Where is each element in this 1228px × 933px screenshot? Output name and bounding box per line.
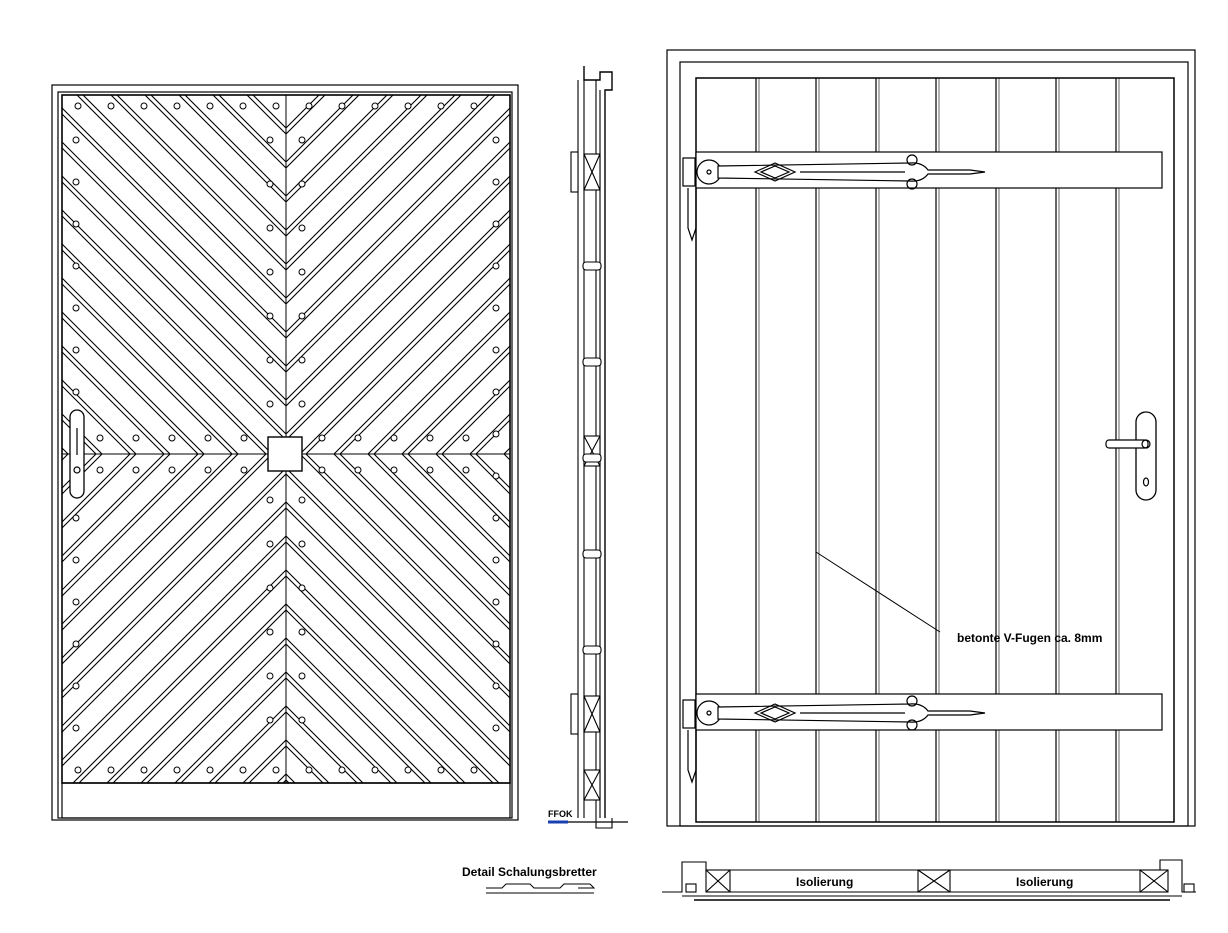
- nail-head: [267, 717, 273, 723]
- chevron-board-line: [0, 0, 28, 914]
- nail-head: [133, 467, 139, 473]
- chevron-board-line: [0, 502, 746, 933]
- chevron-board-line: [340, 0, 800, 914]
- nail-head: [267, 497, 273, 503]
- insulation-label-left: Isolierung: [796, 875, 854, 889]
- nail-head: [493, 221, 499, 227]
- nail-head: [299, 401, 305, 407]
- section-joint: [583, 454, 601, 462]
- nail-head: [73, 557, 79, 563]
- nail-head: [73, 179, 79, 185]
- nail-head: [240, 767, 246, 773]
- chevron-board-line: [0, 542, 746, 933]
- nail-head: [299, 181, 305, 187]
- nail-head: [299, 357, 305, 363]
- chevron-board-line: [334, 0, 794, 914]
- floor-level-label: FFOK: [548, 809, 573, 819]
- nail-head: [273, 103, 279, 109]
- chevron-board-line: [476, 0, 936, 914]
- chevron-board-line: [0, 0, 746, 400]
- chevron-board-line: [408, 0, 868, 914]
- nail-head: [493, 557, 499, 563]
- strap-hinge-top: [683, 152, 1162, 240]
- chevron-board-line: [306, 0, 766, 914]
- nail-head: [133, 435, 139, 441]
- nail-head: [174, 103, 180, 109]
- chevron-board-line: [572, 0, 1032, 914]
- chevron-board-line: [0, 0, 136, 914]
- nail-head: [299, 585, 305, 591]
- nail-head: [240, 103, 246, 109]
- nail-head: [299, 269, 305, 275]
- nail-head: [75, 103, 81, 109]
- chevron-board-line: [300, 0, 760, 914]
- chevron-board-line: [0, 0, 102, 914]
- door-handle-outside: [70, 410, 84, 498]
- nail-head: [493, 515, 499, 521]
- nail-head: [493, 599, 499, 605]
- nail-head: [339, 767, 345, 773]
- nail-head: [73, 725, 79, 731]
- chevron-board-line: [0, 0, 746, 196]
- chevron-board-line: [436, 0, 896, 914]
- chevron-board-line: [0, 0, 746, 134]
- chevron-board-line: [510, 0, 970, 914]
- nail-head: [97, 435, 103, 441]
- nail-head: [405, 767, 411, 773]
- nail-head: [141, 767, 147, 773]
- nail-head: [299, 137, 305, 143]
- chevron-board-line: [0, 0, 272, 914]
- joint-note: betonte V-Fugen ca. 8mm: [957, 631, 1103, 645]
- chevron-board-line: [0, 0, 746, 202]
- nail-head: [267, 401, 273, 407]
- nail-head: [205, 467, 211, 473]
- nail-head: [108, 103, 114, 109]
- nail-head: [339, 103, 345, 109]
- door-elevation-inside: [667, 50, 1195, 826]
- nail-head: [306, 103, 312, 109]
- nail-head: [73, 263, 79, 269]
- chevron-board-line: [0, 712, 746, 933]
- nail-head: [493, 347, 499, 353]
- chevron-board-line: [612, 0, 1072, 914]
- nail-head: [108, 767, 114, 773]
- nail-head: [73, 641, 79, 647]
- nail-head: [241, 467, 247, 473]
- nail-head: [493, 263, 499, 269]
- nail-head: [493, 725, 499, 731]
- chevron-board-line: [0, 780, 746, 933]
- nail-head: [75, 767, 81, 773]
- nail-head: [73, 137, 79, 143]
- nail-head: [372, 103, 378, 109]
- chevron-board-line: [544, 0, 1004, 914]
- nail-head: [493, 305, 499, 311]
- nail-head: [169, 435, 175, 441]
- chevron-board-line: [538, 0, 998, 914]
- door-kickplate: [62, 783, 510, 818]
- section-joint: [583, 262, 601, 270]
- nail-head: [299, 541, 305, 547]
- nail-head: [174, 767, 180, 773]
- chevron-board-line: [0, 0, 746, 264]
- nail-head: [493, 473, 499, 479]
- nail-head: [273, 767, 279, 773]
- nail-head: [372, 767, 378, 773]
- chevron-board-line: [0, 0, 746, 332]
- nail-head: [267, 357, 273, 363]
- chevron-board-line: [578, 0, 1038, 914]
- nail-head: [493, 137, 499, 143]
- nail-head: [306, 767, 312, 773]
- nail-head: [267, 269, 273, 275]
- nail-head: [355, 435, 361, 441]
- nail-head: [493, 641, 499, 647]
- nail-head: [299, 497, 305, 503]
- nail-head: [97, 467, 103, 473]
- chevron-board-line: [0, 644, 746, 933]
- nail-head: [73, 389, 79, 395]
- chevron-board-line: [606, 0, 1066, 914]
- nail-head: [207, 103, 213, 109]
- nail-head: [405, 103, 411, 109]
- nail-head: [267, 225, 273, 231]
- chevron-board-line: [0, 0, 746, 338]
- section-joint: [583, 358, 601, 366]
- nail-head: [299, 717, 305, 723]
- chevron-board-line: [0, 0, 746, 162]
- nail-head: [241, 435, 247, 441]
- nail-head: [73, 221, 79, 227]
- nail-head: [169, 467, 175, 473]
- nail-head: [319, 435, 325, 441]
- nail-head: [493, 431, 499, 437]
- chevron-board-line: [0, 0, 746, 236]
- nail-head: [267, 313, 273, 319]
- nail-head: [438, 103, 444, 109]
- nail-head: [463, 435, 469, 441]
- nail-head: [471, 767, 477, 773]
- chevron-board-line: [470, 0, 930, 914]
- nail-head: [205, 435, 211, 441]
- nail-head: [438, 767, 444, 773]
- nail-head: [299, 673, 305, 679]
- nail-head: [471, 103, 477, 109]
- chevron-board-line: [0, 508, 746, 933]
- nail-head: [267, 181, 273, 187]
- nail-head: [267, 541, 273, 547]
- nail-head: [73, 683, 79, 689]
- nail-head: [73, 347, 79, 353]
- nail-head: [73, 515, 79, 521]
- nail-head: [463, 467, 469, 473]
- chevron-board-line: [0, 0, 746, 406]
- chevron-board-line: [504, 0, 964, 914]
- chevron-board-line: [402, 0, 862, 914]
- nail-head: [319, 467, 325, 473]
- chevron-board-line: [0, 570, 746, 933]
- chevron-board-line: [0, 0, 746, 270]
- nail-head: [391, 435, 397, 441]
- nail-head: [267, 629, 273, 635]
- chevron-board-line: [0, 0, 204, 914]
- center-boss: [268, 437, 302, 471]
- joint-leader-line: [816, 552, 940, 632]
- nail-head: [73, 305, 79, 311]
- board-detail-symbol: [486, 884, 594, 893]
- nail-head: [427, 467, 433, 473]
- nail-head: [267, 673, 273, 679]
- nail-head: [493, 683, 499, 689]
- chevron-board-line: [0, 468, 746, 928]
- chevron-board-line: [0, 0, 746, 304]
- chevron-board-line: [0, 746, 746, 933]
- nail-head: [267, 585, 273, 591]
- chevron-board-line: [442, 0, 902, 914]
- nail-head: [141, 103, 147, 109]
- chevron-board-line: [0, 0, 232, 914]
- chevron-board-line: [0, 672, 746, 933]
- chevron-board-line: [374, 0, 834, 914]
- insulation-label-right: Isolierung: [1016, 875, 1074, 889]
- nail-head: [267, 137, 273, 143]
- nail-head: [299, 629, 305, 635]
- chevron-board-line: [0, 0, 34, 914]
- chevron-board-line: [0, 774, 746, 933]
- door-handle-inside: [1106, 412, 1156, 500]
- strap-hinge-bottom: [683, 694, 1162, 782]
- nail-head: [207, 767, 213, 773]
- nail-head: [73, 599, 79, 605]
- section-joint: [583, 646, 601, 654]
- nail-head: [355, 467, 361, 473]
- section-joint: [583, 550, 601, 558]
- board-detail-caption: Detail Schalungsbretter: [462, 865, 597, 879]
- chevron-board-line: [0, 0, 62, 914]
- chevron-board-line: [0, 0, 746, 440]
- nail-head: [299, 313, 305, 319]
- nail-head: [427, 435, 433, 441]
- nail-head: [391, 467, 397, 473]
- chevron-board-line: [0, 474, 746, 933]
- nail-head: [299, 225, 305, 231]
- vertical-section: [548, 66, 628, 828]
- horizontal-section: [662, 860, 1196, 900]
- nail-head: [493, 389, 499, 395]
- nail-head: [493, 179, 499, 185]
- chevron-board-line: [0, 0, 746, 372]
